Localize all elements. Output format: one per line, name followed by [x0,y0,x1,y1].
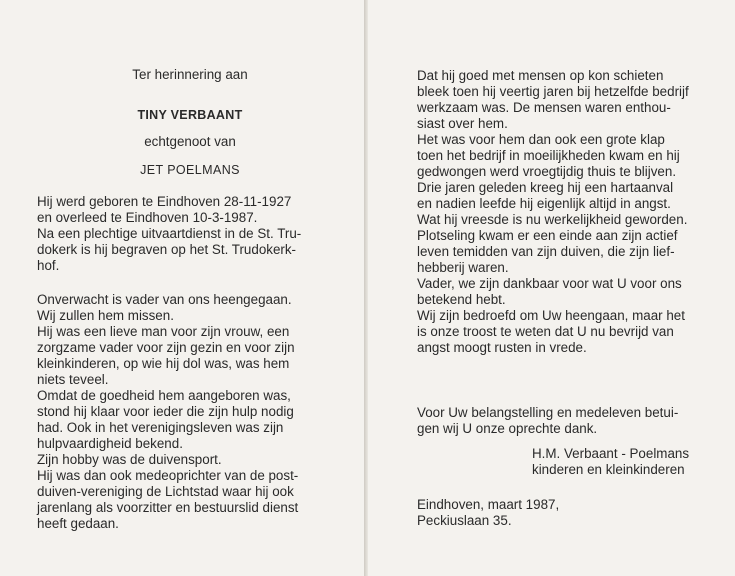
text-line: is onze troost te weten dat U nu bevrijd van [417,324,674,339]
text-line: gedwongen werd vroegtijdig thuis te blijven. [417,164,677,179]
spouse-label: echtgenoot van [144,134,236,149]
text-line: bleek toen hij veertig jaren bij hetzelfde bedrijf [417,84,689,99]
place-date-block [417,497,667,529]
text-line: Het was voor hem dan ook een grote klap [417,132,665,147]
text-line: werkzaam was. De mensen waren enthou- [417,100,671,115]
text-line: Hij was dan ook medeoprichter van de post- [37,468,299,483]
text-line: Zijn hobby was de duivensport. [37,452,222,467]
place-date-line: Eindhoven, maart 1987, [417,497,560,512]
birth-paragraph [37,194,337,274]
text-line: Hij werd geboren te Eindhoven 28-11-1927 [37,194,292,209]
text-line: toen het bedrijf in moeilijkheden kwam en hij [417,148,680,163]
text-line: Hij was een lieve man voor zijn vrouw, een [37,324,290,339]
text-line: had. Ook in het verenigingsleven was zijn [37,420,284,435]
text-line: Wij zijn bedroefd om Uw heengaan, maar het [417,308,685,323]
text-line: hulpvaardigheid bekend. [37,436,183,451]
text-line: dokerk is hij begraven op het St. Trudokerk- [37,242,297,257]
text-line: kleinkinderen, op wie hij dol was, was hem [37,356,290,371]
text-line: Dat hij goed met mensen op kon schieten [417,68,664,83]
text-line: siast over hem. [417,116,508,131]
text-line: duiven-vereniging de Lichtstad waar hij ook [37,484,294,499]
text-line: betekend hebt. [417,292,506,307]
text-line: Wij zullen hem missen. [37,308,174,323]
text-line: Omdat de goedheid hem aangeboren was, [37,388,291,403]
deceased-name: TINY VERBAANT [137,108,243,122]
text-line: Wat hij vreesde is nu werkelijkheid geworden. [417,212,688,227]
address-line: Peckiuslaan 35. [417,513,512,528]
spouse-name: JET POELMANS [140,163,240,177]
text-line: hof. [37,258,60,273]
tribute-paragraph [417,68,717,356]
text-line: angst moogt rusten in vrede. [417,340,587,355]
text-line: Vader, we zijn dankbaar voor wat U voor ons [417,276,682,291]
signature-line: H.M. Verbaant - Poelmans [532,446,690,461]
thanks-paragraph [417,405,717,437]
signature-block [532,446,717,478]
text-line: hebberij waren. [417,260,509,275]
text-line: Onverwacht is vader van ons heengegaan. [37,292,292,307]
signature-line: kinderen en kleinkinderen [532,462,685,477]
text-line: leven temidden van zijn duiven, die zijn lief- [417,244,675,259]
text-line: Drie jaren geleden kreeg hij een hartaanval [417,180,674,195]
text-line: zorgzame vader voor zijn gezin en voor zijn [37,340,295,355]
text-line: Voor Uw belangstelling en medeleven betui- [417,405,679,420]
text-line: stond hij klaar voor ieder die zijn hulp nodig [37,404,294,419]
life-paragraph [37,292,337,532]
text-line: heeft gedaan. [37,516,119,531]
text-line: Plotseling kwam er een einde aan zijn actief [417,228,678,243]
text-line: jarenlang als voorzitter en bestuurslid dienst [37,500,299,515]
text-line: en nadien leefde hij eigenlijk altijd in angst. [417,196,671,211]
text-line: niets teveel. [37,372,109,387]
text-line: Na een plechtige uitvaartdienst in de St. Tru- [37,226,302,241]
text-line: gen wij U onze oprechte dank. [417,421,598,436]
text-line: en overleed te Eindhoven 10-3-1987. [37,210,258,225]
in-memory-line: Ter herinnering aan [132,67,248,82]
